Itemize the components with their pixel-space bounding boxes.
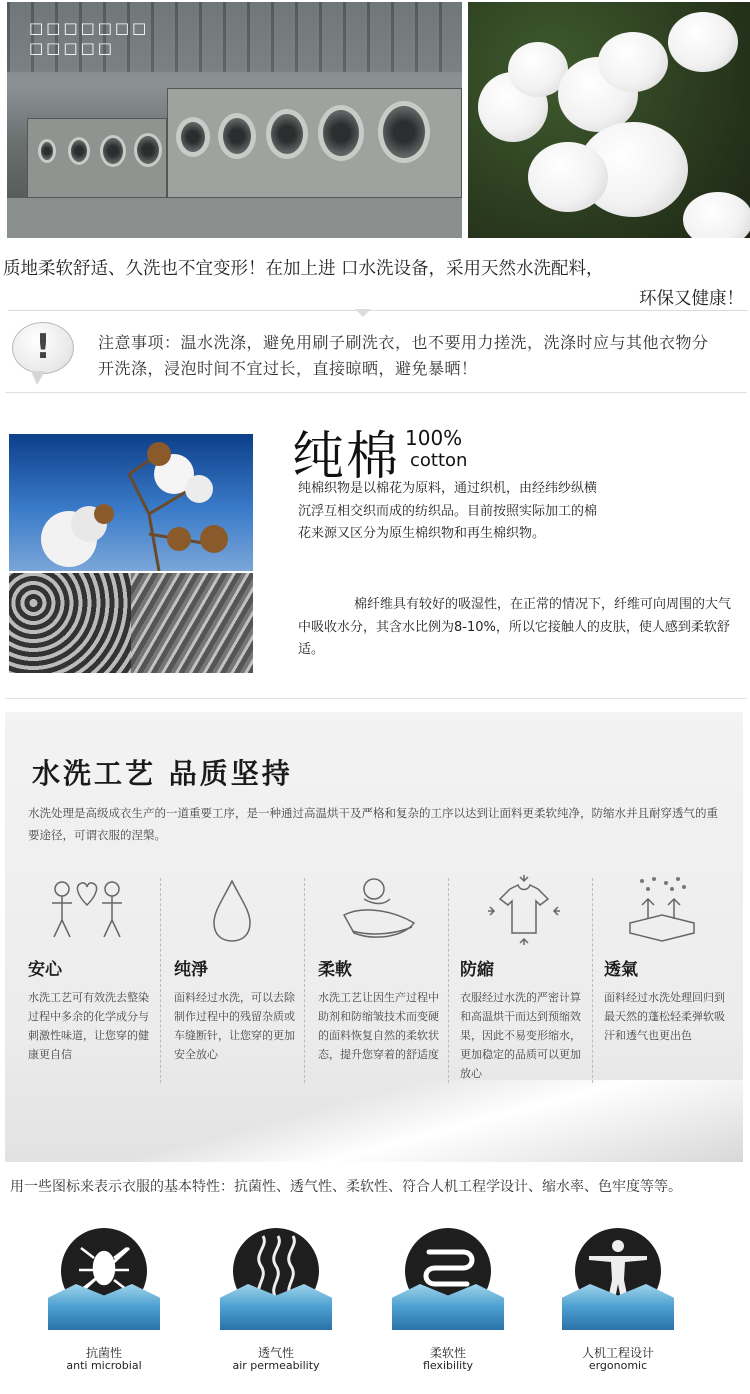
cotton-en-label: cotton xyxy=(410,450,468,471)
cotton-description-2: 棉纤维具有较好的吸湿性，在正常的情况下，纤维可向周围的大气中吸收水分，其含水比例为8-10%，所以它接触人的皮肤，使人感到柔软舒适。 xyxy=(298,597,732,657)
page-curl-decoration xyxy=(5,1080,743,1162)
care-notice-text: 注意事项：温水洗涤，避免用刷子刷洗衣，也不要用力搓洗，洗涤时应与其他衣物分开洗涤，浸泡时间不宜过长，直接晾晒，避免暴晒！ xyxy=(98,333,709,378)
people-heart-icon xyxy=(28,875,168,945)
cotton-description: 纯棉织物是以棉花为原料，通过织机，由经纬纱纵横沉浮互相交织而成的纺织品。目前按照实际加工的棉花来源又区分为原生棉织物和再生棉织物。 xyxy=(298,481,598,541)
badge-anti-microbial: 抗菌性 anti microbial xyxy=(48,1228,168,1378)
intro-line1: 质地柔软舒适、久洗也不宜变形！在加上进 口水洗设备，采用天然水洗配料， xyxy=(3,259,604,279)
divider xyxy=(8,310,748,311)
exclamation-icon: ! xyxy=(12,322,74,374)
care-notice xyxy=(0,318,750,388)
cotton-boll-photo xyxy=(468,2,750,238)
tshirt-shrink-icon xyxy=(460,875,600,945)
laundry-factory-photo xyxy=(7,2,462,238)
intro-line2: 环保又健康！ xyxy=(639,289,744,309)
breathable-fabric-icon xyxy=(604,875,744,945)
attribute-caption: 用一些图标来表示衣服的基本特性：抗菌性、透气性、柔软性、符合人机工程学设计、缩水率、色牢度等等。 xyxy=(10,1179,682,1195)
cotton-title: 纯棉 xyxy=(292,427,401,487)
factory-overlay-line1: □□□□□□□ xyxy=(29,19,150,37)
water-drop-icon xyxy=(174,875,314,945)
badge-flexibility: 柔软性 flexibility xyxy=(392,1228,512,1378)
cotton-fiber-micro-photo xyxy=(9,573,253,673)
divider-notch xyxy=(355,309,371,317)
cotton-percent: 100% xyxy=(405,426,463,450)
wash-title: 水洗工艺 品质坚持 xyxy=(32,757,293,790)
feature-separator xyxy=(304,878,305,1083)
feature-separator xyxy=(592,878,593,1083)
feature-separator xyxy=(160,878,161,1083)
feature-separator xyxy=(448,878,449,1083)
wash-description: 水洗处理是高级成衣生产的一道重要工序，是一种通过高温烘干及严格和复杂的工序以达到让面料更柔软纯净，防缩水并且耐穿透气的重要途径，可谓衣服的涅槃。 xyxy=(28,806,718,842)
badge-ergonomic: 人机工程设计 ergonomic xyxy=(562,1228,682,1378)
cotton-cloth-icon xyxy=(318,875,458,945)
factory-overlay-line2: □□□□□ xyxy=(29,39,115,57)
top-photo-banner xyxy=(0,0,750,238)
badge-air-permeability: 透气性 air permeability xyxy=(220,1228,340,1378)
cotton-plant-photo xyxy=(9,434,253,571)
